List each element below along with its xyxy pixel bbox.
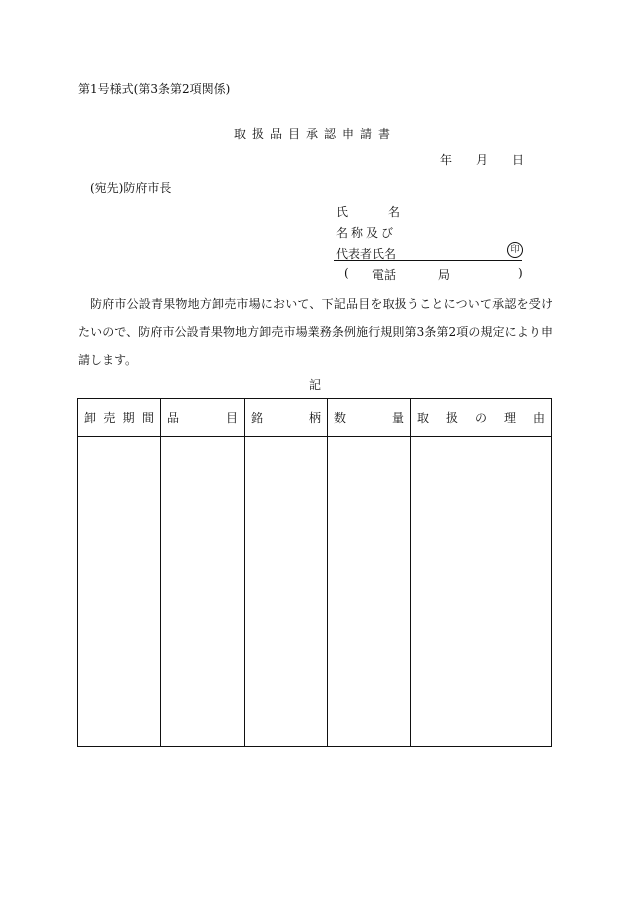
form-number: 第1号様式(第3条第2項関係) — [78, 82, 231, 96]
phone-close-paren: ) — [518, 266, 523, 280]
document-title: 取扱品目承認申請書 — [233, 127, 396, 141]
application-body-text: 防府市公設青果物地方卸売市場において、下記品目を取扱うことについて承認を受けたいので、防府市公設青果物地方卸売市場業務条例施行規則第3条第2項の規定により申請します。 — [78, 297, 553, 367]
date-line — [440, 151, 524, 168]
name-char-1: 氏 — [336, 205, 349, 219]
name-char-2: 名 — [388, 205, 401, 219]
phone-label: 電話 — [372, 268, 397, 282]
col-brand: 銘 柄 — [245, 399, 328, 437]
cell-item[interactable] — [161, 437, 245, 747]
col-sale-period: 卸 売 期 間 — [78, 399, 161, 437]
signature-line — [334, 260, 522, 261]
applicant-corp-label: 名称及び — [336, 226, 397, 240]
cell-quantity[interactable] — [328, 437, 411, 747]
phone-open-paren: ( — [344, 266, 349, 280]
phone-bureau: 局 — [438, 268, 451, 282]
applicant-name-label — [336, 203, 400, 220]
date-year: 年 — [440, 153, 453, 167]
table-body-row — [78, 437, 552, 747]
col-item: 品 目 — [161, 399, 245, 437]
col-reason: 取 扱 の 理 由 — [411, 399, 552, 437]
cell-brand[interactable] — [245, 437, 328, 747]
applicant-representative-label: 代表者氏名 — [336, 247, 397, 261]
date-month: 月 — [476, 153, 489, 167]
col-quantity: 数 量 — [328, 399, 411, 437]
seal-mark: 印 — [507, 242, 523, 258]
addressee: (宛先)防府市長 — [90, 181, 172, 195]
items-table — [77, 398, 552, 747]
phone-line — [344, 266, 523, 283]
ki-heading: 記 — [308, 378, 321, 392]
date-day: 日 — [512, 153, 525, 167]
table-header-row — [78, 399, 552, 437]
cell-reason[interactable] — [411, 437, 552, 747]
cell-sale-period[interactable] — [78, 437, 161, 747]
